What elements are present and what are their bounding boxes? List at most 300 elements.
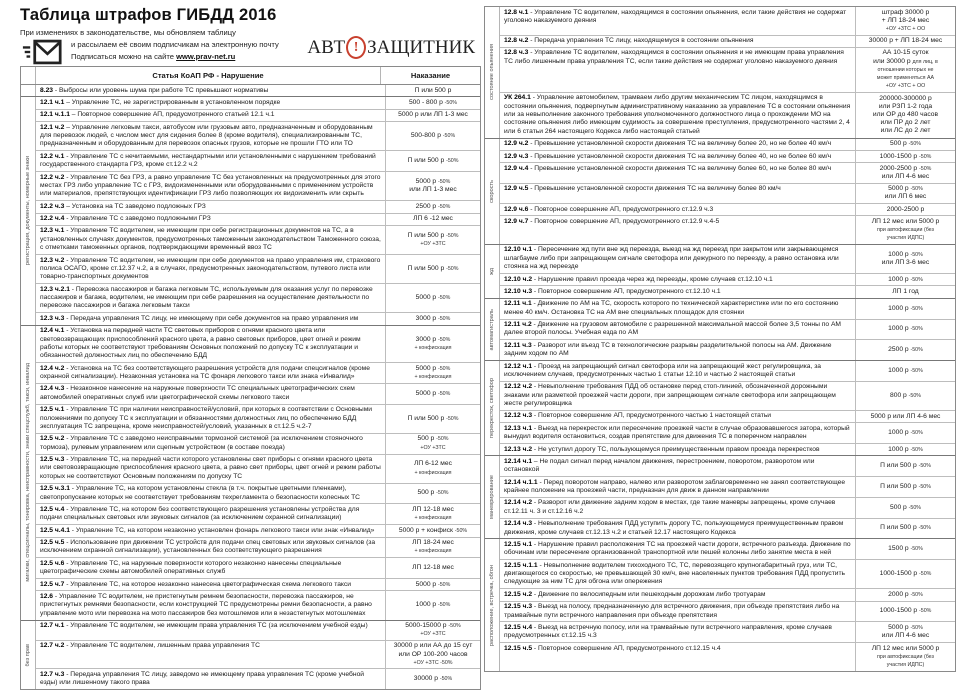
table-row	[36, 171, 480, 200]
penalty-cell	[385, 122, 480, 150]
penalty-note: -50%	[908, 504, 921, 511]
penalty-main: или 30000 р	[873, 57, 913, 65]
article-code: 12.5 ч.5	[40, 539, 65, 546]
table-row	[36, 362, 480, 383]
penalty-main: или ЛП 1-3 мес	[409, 186, 457, 194]
penalty-line	[886, 25, 925, 33]
article-code: 12.2 ч.1	[40, 152, 65, 160]
article-cell: 12.1 ч.1.1 – Повторное совершение АП, предусмотренного статьей 12.1 ч.1	[40, 111, 275, 119]
penalty-line	[890, 392, 921, 400]
penalty-main: 500 р	[890, 503, 909, 511]
penalty-cell	[385, 434, 480, 454]
penalty-line	[413, 215, 453, 223]
penalty-cell	[385, 579, 480, 590]
table-row	[500, 273, 955, 285]
article-cell: 12.2 ч.1 - Управление ТС с нечитаемыми, нестандартными или установленными с нарушением требований государственного стандарта ГРЗ, кроме ст.12.2 ч.2	[40, 152, 376, 169]
table-row	[500, 7, 955, 35]
group-label-text: мигалки, спецсигналы, тонировка, неисправности, знаки спецслужб, такси, инвалид	[25, 363, 31, 582]
penalty-note: -50%	[436, 436, 449, 443]
penalty-line	[414, 460, 452, 468]
table-row	[36, 254, 480, 283]
penalty-note: -50%	[437, 178, 451, 185]
penalty-line	[888, 276, 923, 284]
penalty-main: ЛП 18-24 мес	[412, 539, 454, 547]
table-row	[36, 383, 480, 404]
group-rows	[36, 97, 480, 324]
penalty-note: -50%	[444, 99, 458, 106]
penalty-line	[879, 103, 932, 111]
penalty-line	[882, 632, 929, 640]
penalty-line	[890, 504, 921, 512]
table-row	[500, 47, 955, 92]
penalty-note: + конфискация	[414, 374, 452, 380]
penalty-main: 1000 р	[888, 275, 911, 283]
penalty-cell	[855, 456, 955, 476]
article-cell: 12.11 ч.3 - Разворот или въезд ТС в технологические разрывы разделительной полосы на АМ. Движение задним ходом по АМ	[504, 341, 832, 358]
penalty-main: 5000 р	[415, 389, 438, 397]
penalty-cell	[385, 621, 480, 640]
article-code: 12.14 ч.3	[504, 520, 533, 528]
article-code: 12.6	[40, 592, 54, 600]
penalty-line	[415, 87, 452, 95]
penalty-line	[408, 415, 459, 423]
penalty-line	[394, 642, 473, 650]
penalty-main: 5000 р	[415, 580, 438, 588]
penalty-main: 30000 р или АА до 15 сут	[393, 642, 473, 650]
penalty-cell	[855, 163, 955, 182]
table-row	[500, 215, 955, 244]
penalty-main: 3000 р	[415, 335, 438, 343]
penalty-line	[416, 390, 451, 398]
penalty-line	[888, 446, 923, 454]
article-code: 12.3 ч.3	[40, 314, 65, 322]
group-rows	[500, 139, 955, 244]
subtitle-line1: При изменениях в законодательстве, мы обновляем таблицу	[20, 28, 236, 37]
table-row	[500, 245, 955, 273]
article-code: 12.4 ч.2	[40, 364, 65, 372]
table-row	[36, 590, 480, 619]
penalty-main: 500-800 р	[410, 132, 443, 140]
table-row	[500, 319, 955, 340]
penalty-main: 30000 р	[413, 675, 440, 683]
article-cell: 12.5 ч.5 - Использование при движении ТС устройств для подачи спец световых или звуковых сигналов (за исключением охранной сигнализации), установленных без соответствующего разрешения	[40, 539, 376, 555]
article-cell: 12.2 ч.3 – Установка на ТС заведомо подложных ГРЗ	[40, 202, 206, 210]
penalty-main: 30000 р + ЛП 18-24 мес	[868, 37, 943, 45]
penalty-note: -50%	[908, 392, 921, 399]
penalty-main: 2500 р	[415, 202, 438, 210]
article-code: 12.15 ч.2	[504, 590, 533, 598]
penalty-line	[888, 624, 923, 632]
article-code: 12.9 ч.3	[504, 152, 529, 160]
left-table-header-row	[21, 67, 480, 85]
article-code: 12.2 ч.4	[40, 215, 65, 222]
table-row	[36, 621, 480, 640]
article-cell: 12.1 ч.1 – Управление ТС, не зарегистрированным в установленном порядке	[40, 98, 281, 106]
article-code: 12.11 ч.2	[504, 321, 532, 329]
table-row	[36, 404, 480, 433]
table-row	[36, 454, 480, 483]
penalty-cell	[855, 340, 955, 360]
penalty-note: при автофиксации (без	[877, 653, 934, 660]
penalty-line	[880, 483, 931, 491]
article-cell: 12.6 - Управление ТС водителем, не пристегнутым ремнем безопасности, перевозка пассажиров, не пристегнутых ремнями безопасности, если конструкцией ТС предусмотрены ремни безопасности, а равно управление мото или перевозка на мото пассажиров без мотошлемов или в незастегнутых мотошлемах	[40, 592, 372, 617]
article-cell: 12.7 ч.2 - Управление ТС водителем, лишенным права управления ТС	[40, 642, 260, 650]
table-row	[36, 150, 480, 171]
penalty-main: ЛП 12-18 мес	[412, 564, 454, 572]
penalty-line	[880, 570, 932, 578]
table-row	[36, 109, 480, 121]
penalty-note: +ОУ +ЗТС + ОО	[885, 83, 926, 90]
header	[20, 6, 481, 66]
penalty-line	[398, 651, 467, 659]
penalty-cell	[855, 245, 955, 273]
penalty-cell	[385, 455, 480, 483]
left-table	[20, 66, 481, 690]
table-row	[36, 97, 480, 108]
penalty-note: -50%	[910, 446, 923, 453]
penalty-line	[416, 336, 451, 344]
penalty-line	[414, 547, 451, 555]
page-title: Таблица штрафов ГИБДД 2016	[20, 6, 277, 24]
article-code: 8.23	[40, 86, 54, 94]
penalty-line	[888, 251, 923, 259]
penalty-note: -50%	[437, 203, 451, 210]
column-header-penalty: Наказание	[380, 67, 480, 84]
group-rows	[500, 245, 955, 298]
group-label-text: жд	[489, 267, 495, 275]
article-code: 12.5 ч.3	[40, 456, 65, 463]
table-row	[500, 92, 955, 138]
penalty-main: 500 р	[417, 489, 437, 497]
penalty-main: 5000 р	[415, 177, 438, 185]
article-code: 12.2 ч.3	[40, 202, 65, 210]
penalty-cell	[385, 363, 480, 383]
penalty-line	[888, 429, 923, 437]
penalty-main: 5000 р или ЛП 4-6 мес	[870, 412, 941, 420]
penalty-line	[892, 288, 918, 296]
penalty-main: ЛП 12 мес или 5000 р	[871, 644, 940, 652]
penalty-line	[411, 132, 455, 140]
penalty-line	[880, 165, 932, 173]
penalty-main: 5000-15000 р	[405, 622, 449, 629]
penalty-cell	[855, 423, 955, 443]
article-cell: 12.1 ч.2 – Управление легковым такси, автобусом или грузовым авто, предназначенным и оборудованным для перевозок людей, с числом мест для сидения более 8 (кроме водителя), специализированным ТС, предназначенным и оборудованным для перевозок опасных грузов, которые не прошли ГТО или ТО	[40, 123, 373, 148]
article-cell: 12.3 ч.1 - Управление ТС водителем, не имеющим при себе регистрационных документов на ТС, а в установленных случаях документов, предусмотренных таможенным законодательством Таможенного союза, с отметками таможенных органов, подтверждающими временный ввоз ТС	[40, 227, 381, 252]
penalty-line	[882, 173, 929, 181]
table-row	[500, 410, 955, 422]
group-rows	[36, 326, 480, 620]
penalty-line	[888, 367, 923, 375]
article-code: 12.14 ч.1.1	[504, 478, 538, 486]
penalty-note: -50%	[436, 490, 449, 497]
table-row	[500, 299, 955, 319]
article-code: 12.12 ч.1	[504, 362, 533, 370]
penalty-line	[409, 99, 457, 107]
table-group	[485, 7, 955, 138]
penalty-cell	[385, 558, 480, 578]
table-group	[485, 360, 955, 455]
article-cell: 12.11 ч.1 - Движение по АМ на ТС, скорость которого по технической характеристике или по его состоянию менее 40 км/ч. Остановка ТС на АМ вне специальных площадок для стоянки	[504, 300, 839, 316]
penalty-line	[869, 37, 942, 45]
article-code: 12.8 ч.3	[504, 49, 529, 57]
table-row	[36, 483, 480, 504]
article-code: 12.13 ч.1	[504, 424, 533, 432]
penalty-note: -50%	[437, 315, 451, 322]
penalty-line	[416, 601, 451, 609]
penalty-line	[888, 346, 923, 354]
article-cell: 12.3 ч.3 - Передача управления ТС лицу, не имеющему при себе документов на право управления им	[40, 314, 359, 322]
table-group	[485, 298, 955, 360]
article-code: 12.8 ч.2	[504, 37, 529, 45]
table-row	[500, 601, 955, 622]
penalty-main: 500 - 800 р	[408, 98, 445, 106]
penalty-line	[888, 305, 923, 313]
penalty-main: 2000-2500 р	[886, 205, 925, 213]
article-code: 12.7 ч.1	[40, 622, 65, 629]
penalty-line	[873, 111, 938, 119]
penalty-cell	[385, 110, 480, 121]
site-link[interactable]: www.prav-net.ru	[176, 51, 236, 61]
penalty-line	[398, 111, 468, 119]
penalty-main: П или 500 р	[414, 86, 452, 94]
penalty-cell	[855, 286, 955, 297]
article-cell: 12.4 ч.3 - Незаконное нанесение на наружные поверхности ТС специальных цветографических схем автомобилей оперативных служб или цветографической схемы легкового такси	[40, 385, 355, 401]
article-cell: 12.15 ч.4 - Выезд на встречную полосу, или на трамвайные пути встречного направления, кроме случаев предусмотренных ст.12.15 ч.3	[504, 623, 832, 640]
penalty-note: +ОУ +ЗТС	[420, 240, 446, 247]
penalty-main: или ПР до 2 лет	[880, 119, 931, 127]
penalty-note: -50%	[437, 581, 451, 588]
penalty-main: 1000 р	[888, 429, 911, 437]
penalty-main: ЛП 1 год	[892, 288, 919, 296]
table-group	[485, 455, 955, 538]
table-row	[500, 642, 955, 671]
penalty-note: -50%	[448, 623, 461, 629]
penalty-line	[412, 564, 454, 572]
article-cell: 12.15 ч.1 - Нарушение правил расположения ТС на проезжей части дороги, встречного разъезда. Движение по обочинам или пересечение организованной транспортной или пешей колонны либо занятие места в ней	[504, 540, 851, 557]
penalty-note: -50%	[439, 676, 453, 683]
penalty-note: + конфискация	[414, 515, 452, 522]
penalty-main: 3000 р	[415, 314, 438, 322]
table-group	[485, 138, 955, 244]
penalty-cell	[385, 313, 480, 324]
article-cell: 12.15 ч.2 - Движение по велосипедным или пешеходным дорожкам либо тротуарам	[504, 590, 766, 598]
penalty-line	[418, 435, 449, 443]
group-label-text: расположение, встречка, обгон	[489, 564, 495, 646]
penalty-main: 1000 р	[888, 250, 911, 258]
article-cell: 12.8 ч.1 - Управление ТС водителем, находящимся в состоянии опьянения, если такие действия не содержат уголовно наказуемого деяния	[504, 8, 847, 24]
penalty-line	[877, 653, 934, 661]
article-cell: 8.23 - Выбросы или уровень шума при работе ТС превышают нормативы	[40, 86, 269, 94]
penalty-main: 2500 р	[888, 346, 911, 354]
penalty-line	[878, 66, 934, 74]
table-row	[500, 497, 955, 518]
penalty-line	[879, 95, 931, 103]
article-cell: 12.5 ч.3 - Управление ТС, на передней части которого установлены свет приборы с огнями красного цвета или световозвращающие приспособления красного цвета, а равно свет приборы, цвет огней и режим работы которых не соответствуют Основным положениям по допуску ТС	[40, 456, 381, 480]
penalty-line	[882, 259, 929, 267]
article-cell: 12.5 ч.1 - Управление ТС при наличии неисправностей/условий, при которых в соответствии с Основными положениями по допуску ТС к эксплуатации и обязанностями должностных лиц по обеспечению БДД эксплуатация ТС запрещена, кроме неисправностей/условий, указанных в ст.12.5 ч.2-7	[40, 406, 373, 430]
article-cell: 12.2 ч.4 - Управление ТС с заведомо подложными ГРЗ	[40, 215, 211, 222]
article-code: 12.9 ч.6	[504, 205, 529, 213]
table-group	[21, 96, 480, 324]
table-row	[500, 559, 955, 588]
penalty-note: при автофиксации (без	[877, 227, 934, 234]
penalty-cell	[385, 591, 480, 619]
penalty-line	[413, 659, 452, 667]
penalty-cell	[855, 216, 955, 244]
group-rows	[500, 7, 955, 138]
article-cell: 12.14 ч.3 - Невыполнение требования ПДД уступить дорогу ТС, пользующемуся преимущественным правом движения, кроме случаев ст.12.13 ч.2 и статьей 12.17 настоящего Кодекса	[504, 520, 844, 536]
table-row	[36, 213, 480, 225]
penalty-line	[416, 315, 451, 323]
group-label-text: перекресток, светофор	[489, 378, 495, 439]
article-cell: 12.12 ч.2 - Невыполнение требования ПДД об остановке перед стоп-линией, обозначенной дорожными знаками или разметкой проезжей части дороги, при запрещающем сигнале светофора или запрещающем жесте регулировщика	[504, 383, 836, 408]
penalty-note: -50%	[910, 186, 923, 193]
penalty-cell	[385, 97, 480, 108]
column-header-article: Статья КоАП РФ - Нарушение	[152, 71, 264, 80]
table-row	[36, 524, 480, 536]
penalty-cell	[855, 411, 955, 422]
penalty-main: 1000-1500 р	[879, 152, 920, 160]
article-code: 12.15 ч.4	[504, 623, 533, 631]
penalty-main: 500 р	[417, 435, 437, 443]
group-label	[485, 299, 500, 360]
penalty-cell	[385, 504, 480, 524]
group-label	[485, 539, 500, 670]
penalty-line	[877, 74, 934, 82]
group-rows	[500, 456, 955, 538]
penalty-main: или РЗП 1-2 года	[878, 102, 933, 110]
article-code: 12.4 ч.1	[40, 327, 65, 335]
article-cell: 12.12 ч.1 - Проезд на запрещающий сигнал светофора или на запрещающий жест регулировщика, за исключением случаев, предусмотренных частью 1 статьи 12.10 и частью 2 настоящей статьи	[504, 362, 822, 378]
penalty-main: или ЛС до 2 лет	[880, 127, 931, 135]
group-label	[485, 245, 500, 298]
article-cell: 12.8 ч.3 - Управление ТС водителем, находящимся в состоянии опьянения и не имеющим права управления ТС либо лишенным права управления ТС, если такие действия не содержат уголовно наказуемого деяния	[504, 49, 844, 65]
article-code: 12.5 ч.7	[40, 580, 65, 588]
penalty-cell	[855, 320, 955, 340]
penalty-note: + конфискация	[414, 344, 452, 351]
penalty-main: 500 р	[890, 140, 909, 148]
penalty-note: -50%	[446, 158, 459, 165]
logo-text-left: АВТ	[307, 36, 346, 58]
group-rows	[500, 299, 955, 360]
table-row	[36, 503, 480, 524]
table-row	[36, 312, 480, 324]
penalty-line	[888, 325, 923, 333]
subtitle-line2: и рассылаем её своим подписчикам на электронную почту	[71, 40, 279, 49]
article-code: 12.7 ч.3	[40, 670, 65, 678]
article-code: 12.8 ч.1	[504, 8, 529, 16]
penalty-note: + конфискация	[414, 548, 452, 555]
table-row	[36, 200, 480, 212]
penalty-line	[408, 232, 459, 240]
penalty-main: 5000 р	[415, 294, 438, 302]
penalty-note: -50%	[910, 367, 923, 374]
penalty-cell	[855, 7, 955, 35]
penalty-main: 5000 р	[888, 185, 911, 193]
penalty-line	[414, 373, 451, 381]
penalty-line	[880, 524, 931, 532]
table-group	[21, 325, 480, 620]
article-cell: 12.5 ч.3.1 - Управление ТС, на котором установлены стекла (в т.ч. покрытые цветными пленками), светопропускание которых не соответствует требованиям техрегламента о безопасности колесных ТС	[40, 485, 361, 501]
penalty-cell	[385, 151, 480, 171]
penalty-line	[881, 127, 931, 135]
article-cell: 12.9 ч.7 - Повторное совершение АП, предусмотренного ст.12.9 ч.4-5	[504, 217, 720, 225]
subscribe-text	[71, 39, 279, 63]
penalty-line	[408, 265, 459, 273]
penalty-cell	[855, 477, 955, 497]
penalty-cell	[385, 284, 480, 312]
table-row	[36, 225, 480, 254]
penalty-line	[877, 226, 934, 234]
article-code: 12.15 ч.1	[504, 540, 533, 548]
penalty-cell	[385, 85, 480, 96]
penalty-cell	[385, 214, 480, 225]
penalty-note: -50%	[446, 265, 459, 272]
penalty-main: П или 500 р	[880, 462, 919, 470]
penalty-main: или ЛП 3-6 мес	[881, 259, 930, 267]
penalty-main: 2000 р	[888, 590, 911, 598]
penalty-line	[412, 539, 454, 547]
penalty-line	[887, 661, 925, 669]
table-row	[36, 121, 480, 150]
group-label	[485, 361, 500, 455]
penalty-main: 1000-1500 р	[879, 607, 920, 615]
table-row	[36, 326, 480, 363]
group-label	[21, 326, 36, 620]
penalty-line	[408, 157, 459, 165]
penalty-line	[887, 234, 925, 242]
article-code: 12.11 ч.3	[504, 341, 532, 349]
penalty-main: или ОР 100-200 часов	[398, 650, 468, 658]
table-row	[36, 537, 480, 558]
article-code: 12.2 ч.2	[40, 173, 65, 181]
penalty-note: -50%	[910, 251, 923, 258]
penalty-note: -50%	[918, 463, 931, 470]
penalty-cell	[855, 643, 955, 671]
penalty-line	[399, 527, 467, 535]
penalty-line	[416, 294, 451, 302]
penalty-cell	[385, 484, 480, 504]
penalty-note: -50%	[437, 336, 451, 343]
right-table-body	[485, 7, 955, 671]
penalty-note: для лиц, в	[912, 58, 938, 65]
penalty-line	[414, 675, 452, 683]
penalty-line	[888, 185, 923, 193]
penalty-note: участия ИДПС)	[886, 235, 925, 242]
article-cell: 12.3 ч.2 - Управление ТС водителем, не имеющим при себе документов на право управления им, страхового полиса ОСАГО, кроме ст.12.37 ч.2, а в случаях, предусмотренных законодательством, путевого листа или товарно-транспортных документов	[40, 256, 381, 281]
penalty-main: 1000 р	[888, 366, 911, 374]
article-code: 12.10 ч.3	[504, 287, 533, 295]
article-code: 12.10 ч.2	[504, 275, 533, 283]
penalty-cell	[855, 539, 955, 559]
article-cell: 12.10 ч.3 - Повторное совершение АП, предусмотренного ст.12.10 ч.1	[504, 287, 721, 295]
table-row	[500, 621, 955, 642]
penalty-note: -50%	[446, 232, 459, 239]
logo-exclamation-mark: !	[353, 39, 359, 55]
group-rows	[500, 361, 955, 455]
penalty-note: -50%	[919, 165, 932, 172]
penalty-line	[414, 469, 451, 477]
penalty-line	[871, 413, 941, 421]
group-label-text: скорость	[489, 179, 495, 203]
penalty-line	[416, 178, 451, 186]
article-cell: 12.5 ч.4 - Управление ТС, на котором без соответствующего разрешения установлены устройства для подачи специальных световых или звуковых сигналов (за исключением охранной сигнализации)	[40, 505, 360, 522]
penalty-main: П или 500 р	[407, 231, 447, 239]
penalty-line	[880, 607, 932, 615]
penalty-main: ЛП 12 мес или 5000 р	[871, 217, 940, 225]
article-code: 12.9 ч.7	[504, 217, 529, 225]
article-code: 12.14 ч.2	[504, 499, 533, 507]
